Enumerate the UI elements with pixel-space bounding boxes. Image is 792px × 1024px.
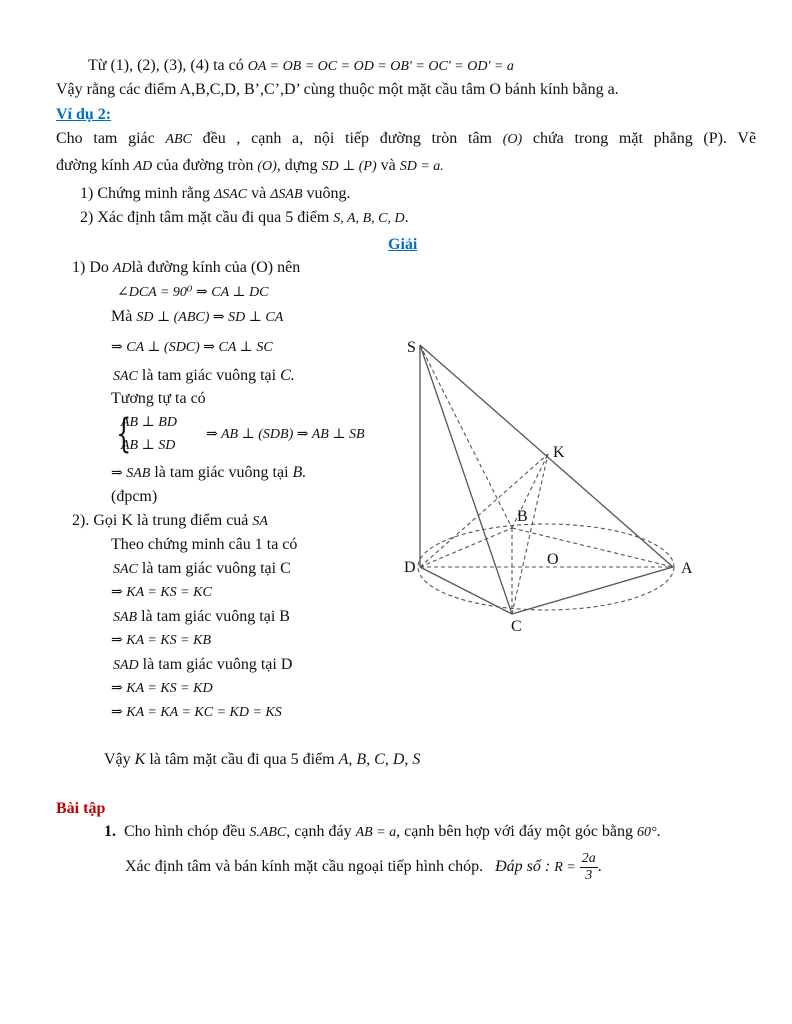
text: A, B, C, D, S [338, 751, 421, 768]
math: SAC [113, 369, 138, 384]
label-A: A [681, 560, 693, 577]
solution-line-6: Tương tự ta có [111, 390, 206, 407]
text: Cho hình chóp đều [124, 823, 246, 840]
math: ABC [165, 132, 192, 147]
edge-SB [420, 345, 512, 528]
text: đường kính [56, 157, 130, 174]
angle-formula: ∠DCA = 90⁰ ⇒ CA ⊥ DC [117, 285, 269, 300]
system-eq-1: AB ⊥ BD [121, 415, 177, 430]
fraction-denominator: 3 [585, 867, 593, 883]
text: 2) Xác định tâm mặt cầu đi qua 5 điểm [80, 209, 330, 226]
text: , cạnh bên hợp với đáy một góc bằng [396, 823, 634, 840]
text: là tâm mặt cầu đi qua 5 điểm [149, 751, 335, 768]
math: SAB [113, 610, 138, 625]
exercise-1-line-2 [125, 850, 602, 885]
text: và [251, 185, 267, 202]
example-title: Ví dụ 2: [56, 106, 112, 123]
exercise-1-line-1 [104, 822, 661, 843]
label-O: O [547, 551, 559, 568]
equal-distances-formula: OA = OB = OC = OD = OB' = OC' = OD' = a [247, 59, 514, 74]
text: , cạnh đáy [286, 823, 352, 840]
system-eq-2: AB ⊥ SD [121, 438, 176, 453]
segment-DK [420, 454, 548, 567]
math: SD ⊥ (P) [321, 159, 377, 174]
math: ΔSAC [214, 187, 248, 202]
text: là tam giác vuông tại B [141, 608, 290, 625]
math: SD = a. [399, 159, 444, 174]
answer-fraction [580, 851, 598, 884]
math: 60° [637, 825, 657, 840]
label-B: B [517, 508, 528, 525]
equality-kd: ⇒ KA = KS = KD [111, 681, 213, 696]
text: là tam giác vuông tại [154, 464, 289, 481]
math: SAD [113, 658, 139, 673]
math: SAC [113, 562, 138, 577]
text: 2). Gọi K là trung điểm cuả [72, 512, 249, 529]
math: AD [133, 159, 153, 174]
math: SD ⊥ (ABC) ⇒ SD ⊥ CA [136, 310, 284, 325]
fraction-numerator: 2a [581, 850, 596, 866]
solution-line-11: Theo chứng minh câu 1 ta có [111, 536, 298, 553]
text: . [404, 209, 409, 226]
math: (O) [257, 159, 277, 174]
text: của đường tròn [156, 157, 254, 174]
text: . [656, 823, 661, 840]
perp-formula-1: ⇒ CA ⊥ (SDC) ⇒ CA ⊥ SC [111, 340, 273, 355]
edge-BA [512, 528, 673, 567]
equality-all: ⇒ KA = KA = KC = KD = KS [111, 705, 282, 720]
equality-kb: ⇒ KA = KS = KB [111, 633, 211, 648]
qed: (đpcm) [111, 488, 158, 505]
text: đều , cạnh a, nội tiếp đường tròn tâm [202, 130, 492, 147]
equality-kc: ⇒ KA = KS = KC [111, 585, 212, 600]
label-S: S [407, 339, 416, 356]
text: là tam giác vuông tại [141, 367, 277, 384]
edge-CA [512, 567, 673, 614]
math: R = [554, 860, 576, 875]
system-conclusion: ⇒ AB ⊥ (SDB) ⇒ AB ⊥ SB [206, 427, 365, 442]
text: 1) Chứng minh rằng [80, 185, 210, 202]
text: vuông. [306, 185, 351, 202]
text: B. [292, 464, 307, 481]
text: Cho tam giác [56, 130, 155, 147]
solution-title: Giải [388, 236, 418, 253]
math: S, A, B, C, D [333, 211, 405, 226]
math: (O) [502, 132, 523, 147]
intro-text: Từ (1), (2), (3), (4) ta có [88, 57, 244, 74]
text: K [134, 751, 146, 768]
text: , dựng [276, 157, 318, 174]
label-D: D [404, 559, 416, 576]
math: AB = a [355, 825, 397, 840]
math: ⇒ SAB [111, 466, 151, 481]
math: ΔSAB [270, 187, 303, 202]
text: và [380, 157, 396, 174]
edge-DB [420, 528, 512, 567]
text: Mà [111, 308, 133, 325]
label-K: K [553, 444, 565, 461]
math: SA [252, 514, 268, 529]
text: là tam giác vuông tại C [141, 560, 291, 577]
system-brace: { [116, 411, 132, 457]
answer-label: Đáp số : [495, 858, 551, 875]
exercises-title: Bài tập [56, 800, 106, 817]
text: C. [280, 367, 295, 384]
text: 1) Do [72, 259, 109, 276]
intro-line-2: Vậy rằng các điểm A,B,C,D, B’,C’,D’ cùng thuộc một mặt cầu tâm O bánh kính bằng a. [56, 81, 619, 98]
exercise-number: 1. [104, 823, 116, 840]
segment-CK [512, 454, 548, 614]
text: Xác định tâm và bán kính mặt cầu ngoại tiếp hình chóp. [125, 858, 484, 875]
math: S.ABC [249, 825, 287, 840]
text: là tam giác vuông tại D [142, 656, 293, 673]
text: . [597, 858, 602, 875]
label-C: C [511, 618, 522, 635]
math: AD [112, 261, 132, 276]
text: Vậy [104, 751, 131, 768]
text: chứa trong mặt phẳng (P). Vẽ [532, 130, 757, 147]
text: là đường kính của (O) nên [131, 259, 301, 276]
